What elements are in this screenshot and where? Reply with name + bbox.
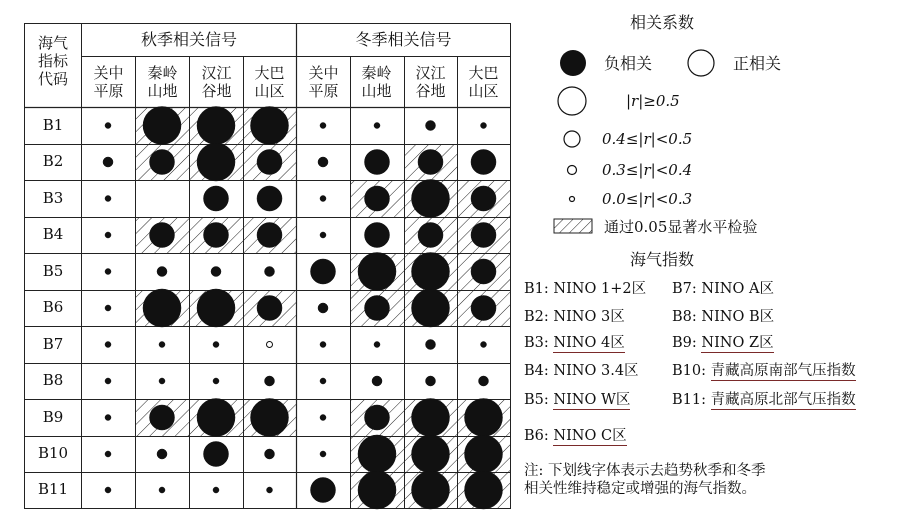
legend-hatch-label: 通过0.05显著水平检验: [604, 218, 758, 236]
index-entry-B8: [672, 305, 774, 326]
winter-region-2-line1: 秦岭: [361, 64, 392, 82]
row-label-B8: B8: [42, 371, 64, 389]
legend-negative-circle: [560, 50, 586, 76]
legend-size-tiny: [570, 197, 575, 202]
autumn-region-2-line1: 秦岭: [147, 64, 178, 82]
index-title: 海气指数: [630, 250, 695, 269]
index-code: B1:: [524, 281, 554, 297]
index-code: B8:: [672, 309, 702, 325]
index-name: 青藏高原南部气压指数: [710, 363, 856, 379]
autumn-region-1-line1: 关中: [93, 64, 124, 82]
index-name: 青藏高原北部气压指数: [710, 392, 856, 408]
row-label-B10: B10: [37, 444, 69, 462]
corner-label-line1: 海气: [37, 34, 68, 52]
index-code: B5:: [524, 392, 554, 408]
index-entry-B7: [672, 277, 774, 298]
index-name: NINO B区: [701, 309, 775, 325]
legend-positive-label: 正相关: [733, 54, 782, 73]
winter-title: 冬季相关信号: [355, 30, 452, 49]
autumn-region-4-line1: 大巴: [254, 64, 285, 82]
index-name: NINO Z区: [701, 335, 774, 351]
legend-size-medium: [564, 131, 580, 147]
autumn-region-3-line2: 谷地: [201, 82, 232, 100]
index-entry-B4: [524, 359, 639, 380]
winter-region-1-line2: 平原: [308, 82, 339, 100]
autumn-region-2-line2: 山地: [147, 82, 178, 100]
legend-size-small-label: 0.3≤|r|<0.4: [602, 161, 693, 179]
index-code: B4:: [524, 363, 554, 379]
winter-region-4-line2: 山区: [468, 82, 499, 100]
row-label-B6: B6: [42, 298, 64, 316]
index-name: NINO 3.4区: [553, 363, 639, 379]
index-entry-B10: [672, 359, 856, 380]
row-label-B7: B7: [42, 334, 64, 353]
index-name: NINO 1+2区: [553, 281, 647, 297]
winter-region-2-line2: 山地: [361, 82, 392, 100]
legend-size-medium-label: 0.4≤|r|<0.5: [602, 130, 693, 148]
index-code: B10:: [672, 363, 711, 379]
index-entry-B11: [672, 388, 856, 409]
note-line-1: 注: 下划线字体表示去趋势秋季和冬季: [524, 463, 766, 479]
index-entry-B9: [672, 331, 774, 352]
index-entry-B1: [524, 277, 646, 298]
corner-label-line3: 代码: [37, 70, 68, 88]
legend-title: 相关系数: [630, 13, 695, 32]
row-label-B4: B4: [42, 225, 64, 243]
autumn-region-3-line1: 汉江: [201, 64, 232, 82]
index-name: NINO C区: [553, 428, 627, 444]
autumn-region-1-line2: 平原: [93, 82, 124, 100]
index-name: NINO W区: [553, 392, 631, 408]
row-label-B1: B1: [42, 115, 64, 134]
row-label-B11: B11: [37, 480, 69, 498]
legend-positive-circle: [688, 50, 714, 76]
index-code: B2:: [524, 309, 554, 325]
legend-size-large-label: |r|≥0.5: [626, 92, 680, 110]
index-name: NINO A区: [701, 281, 774, 297]
index-code: B7:: [672, 281, 702, 297]
winter-region-4-line1: 大巴: [468, 64, 499, 82]
note-line-2: 相关性维持稳定或增强的海气指数。: [524, 481, 756, 497]
index-entry-B6: [524, 424, 627, 445]
autumn-region-4-line2: 山区: [254, 82, 285, 100]
index-code: B9:: [672, 335, 702, 351]
index-name: NINO 3区: [553, 309, 625, 325]
row-label-B9: B9: [42, 407, 64, 426]
row-label-B2: B2: [42, 152, 64, 170]
legend-negative-label: 负相关: [604, 54, 653, 73]
winter-region-3-line2: 谷地: [415, 82, 446, 100]
index-code: B11:: [672, 392, 711, 408]
legend-size-small: [568, 166, 577, 175]
legend-size-tiny-label: 0.0≤|r|<0.3: [602, 190, 693, 208]
index-name: NINO 4区: [553, 335, 625, 351]
index-entry-B5: [524, 388, 630, 409]
row-label-B5: B5: [42, 261, 64, 280]
index-entry-B2: [524, 305, 625, 326]
row-label-B3: B3: [42, 188, 64, 207]
index-code: B3:: [524, 335, 554, 351]
index-entry-B3: [524, 331, 625, 352]
winter-region-3-line1: 汉江: [415, 64, 446, 82]
legend-size-large: [558, 87, 586, 115]
winter-region-1-line1: 关中: [308, 64, 339, 82]
index-code: B6:: [524, 428, 554, 444]
corner-label-line2: 指标: [37, 52, 68, 70]
legend-hatch-swatch: [554, 219, 592, 233]
autumn-title: 秋季相关信号: [140, 30, 237, 49]
